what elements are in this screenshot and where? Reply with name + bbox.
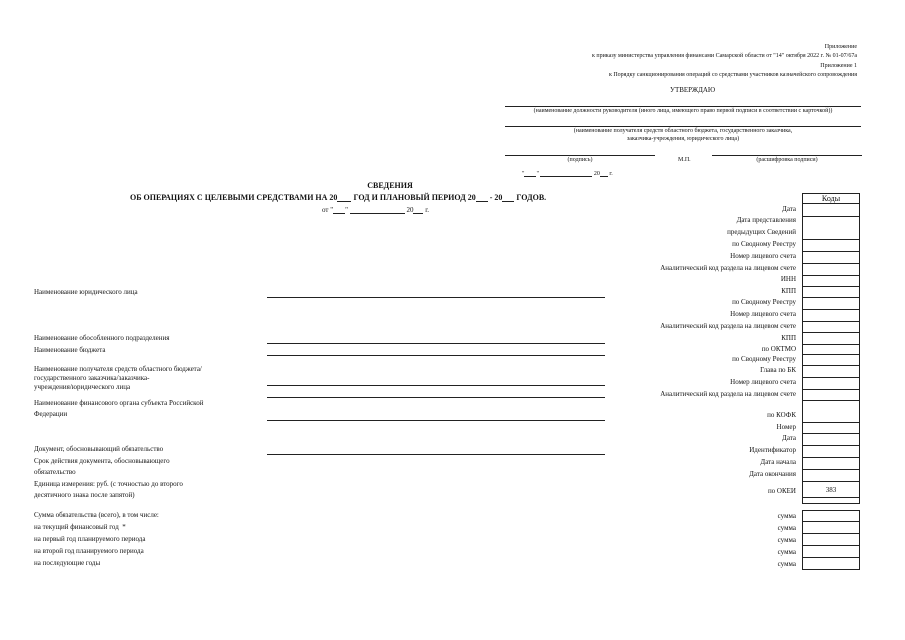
okei-value: 383 — [825, 486, 837, 494]
order-reference: к приказу министерства управления финансами Самарской области от "14" октября 2022 г. № 01-07/67а — [591, 53, 857, 59]
year-prefix: 20 — [593, 171, 600, 177]
sum-cell-total[interactable] — [802, 510, 860, 522]
budget-label: Наименование бюджета — [34, 346, 106, 354]
sum-later-label: на последующие годы — [34, 559, 101, 567]
code-row-label: Номер лицевого счета — [730, 310, 796, 318]
code-row-label: Аналитический код раздела на лицевом счете — [660, 264, 796, 272]
recipient-line — [505, 126, 861, 127]
unit-label-1: Единица измерения: руб. (с точностью до второго — [34, 480, 183, 488]
code-cell-separator — [802, 422, 860, 423]
sum-cell-first[interactable] — [802, 534, 860, 546]
budget-line[interactable] — [267, 355, 605, 356]
code-row-label: Дата окончания — [749, 470, 796, 478]
legal-entity-label: Наименование юридического лица — [34, 288, 138, 296]
code-cell-separator — [802, 275, 860, 276]
document-line[interactable] — [267, 454, 605, 455]
code-row-label: Дата — [782, 205, 796, 213]
recipient-line-1[interactable] — [267, 385, 605, 386]
code-row-label: Глава по БК — [760, 366, 796, 374]
code-cell-separator — [802, 321, 860, 322]
form-date: от " " 20 г. — [322, 206, 430, 214]
code-row-label: по КОФК — [767, 411, 796, 419]
codes-header: Коды — [802, 193, 860, 204]
branch-label: Наименование обособленного подразделения — [34, 334, 170, 342]
code-row-label: по ОКЕИ — [767, 487, 796, 495]
code-cell-separator — [802, 239, 860, 240]
code-cell-separator — [802, 354, 860, 355]
code-cell-separator — [802, 216, 860, 217]
recipient-label-3: учреждения/юридического лица — [34, 383, 131, 391]
sum-first-label: на первый год планируемого периода — [34, 535, 146, 543]
code-row-label: по Сводному Реестру — [732, 355, 796, 363]
branch-line[interactable] — [267, 343, 605, 344]
code-row-label: Аналитический код раздела на лицевом счете — [660, 390, 796, 398]
procedure-reference: к Порядку санкционирования операций со средствами участников казначейского сопровождения — [608, 72, 857, 78]
code-cell-separator — [802, 497, 860, 498]
sum-label-3: сумма — [777, 536, 796, 544]
sum-cell-later[interactable] — [802, 558, 860, 570]
signature-line — [505, 155, 655, 156]
recipient-line-2[interactable] — [267, 397, 605, 398]
code-row-label: Номер лицевого счета — [730, 252, 796, 260]
code-cell-separator — [802, 251, 860, 252]
appendix-title: Приложение — [824, 44, 857, 50]
form-title: СВЕДЕНИЯ — [367, 181, 413, 190]
decoding-line — [712, 155, 862, 156]
code-cell-separator — [802, 445, 860, 446]
finance-body-line[interactable] — [267, 420, 605, 421]
quote-open: " — [522, 171, 525, 177]
legal-entity-line[interactable] — [267, 297, 605, 298]
recipient-label-1: Наименование получателя средств областного бюджета/ — [34, 365, 202, 373]
code-cell-separator — [802, 365, 860, 366]
sum-current-label: на текущий финансовый год * — [34, 523, 126, 531]
decoding-caption: (расшифровка подписи) — [756, 157, 818, 163]
term-label-1: Срок действия документа, обосновывающего — [34, 457, 170, 465]
code-row-label: Номер лицевого счета — [730, 378, 796, 386]
recipient-caption-1: (наименование получателя средств областного бюджета, государственного заказчика, — [573, 128, 793, 134]
unit-label-2: десятичного знака после запятой) — [34, 491, 135, 499]
code-row-label: КПП — [781, 287, 796, 295]
code-cell-separator — [802, 457, 860, 458]
code-cell-separator — [802, 344, 860, 345]
position-caption: (наименование должности руководителя (иного лица, имеющего право первой подписи в соответствии с карточкой)) — [533, 108, 833, 114]
document-label: Документ, обосновывающий обязательство — [34, 445, 164, 453]
code-row-label: Дата — [782, 434, 796, 442]
year-suffix: г. — [609, 171, 613, 177]
term-label-2: обязательство — [34, 468, 76, 476]
signature-caption: (подпись) — [567, 157, 593, 163]
code-row-label: КПП — [781, 334, 796, 342]
code-cell-separator — [802, 263, 860, 264]
position-line — [505, 106, 861, 107]
quote-close: " — [536, 171, 539, 177]
code-row-label: по Сводному Реестру — [732, 298, 796, 306]
code-cell-separator — [802, 400, 860, 401]
recipient-caption-2: заказчика-учреждения, юридического лица) — [626, 136, 740, 142]
approve-date — [522, 168, 613, 177]
finance-body-label-2: Федерации — [34, 410, 68, 418]
sum-label-1: сумма — [777, 512, 796, 520]
code-row-label: Дата представления — [736, 216, 796, 224]
code-row-label: предыдущих Сведений — [727, 228, 796, 236]
code-cell-separator — [802, 469, 860, 470]
sum-cell-current[interactable] — [802, 522, 860, 534]
sum-label-4: сумма — [777, 548, 796, 556]
code-cell-separator — [802, 309, 860, 310]
sum-second-label: на второй год планируемого периода — [34, 547, 144, 555]
code-cell-separator — [802, 433, 860, 434]
code-cell-separator — [802, 332, 860, 333]
recipient-label-2: государственного заказчика/заказчика- — [34, 374, 150, 382]
code-row-label: по Сводному Реестру — [732, 240, 796, 248]
approve-label: УТВЕРЖДАЮ — [670, 86, 716, 94]
code-cell-separator — [802, 377, 860, 378]
code-row-label: Номер — [776, 423, 796, 431]
stamp-label: М.П. — [678, 157, 691, 163]
sum-cell-second[interactable] — [802, 546, 860, 558]
code-cell-separator — [802, 286, 860, 287]
code-cell-separator — [802, 389, 860, 390]
sum-label-2: сумма — [777, 524, 796, 532]
code-row-label: Идентификатор — [749, 446, 796, 454]
code-row-label: по ОКТМО — [761, 345, 796, 353]
code-cell-separator — [802, 297, 860, 298]
sum-total-label: Сумма обязательства (всего), в том числе: — [34, 511, 159, 519]
code-row-label: Аналитический код раздела на лицевом счете — [660, 322, 796, 330]
code-row-label: ИНН — [780, 275, 796, 283]
code-row-label: Дата начала — [760, 458, 796, 466]
finance-body-label-1: Наименование финансового органа субъекта Российской — [34, 399, 204, 407]
form-subtitle: ОБ ОПЕРАЦИЯХ С ЦЕЛЕВЫМИ СРЕДСТВАМИ НА 20 ГОД И ПЛАНОВЫЙ ПЕРИОД 20 - 20 ГОДОВ. — [130, 193, 547, 202]
appendix-number: Приложение 1 — [820, 63, 857, 69]
code-cell-separator — [802, 481, 860, 482]
sum-label-5: сумма — [777, 560, 796, 568]
